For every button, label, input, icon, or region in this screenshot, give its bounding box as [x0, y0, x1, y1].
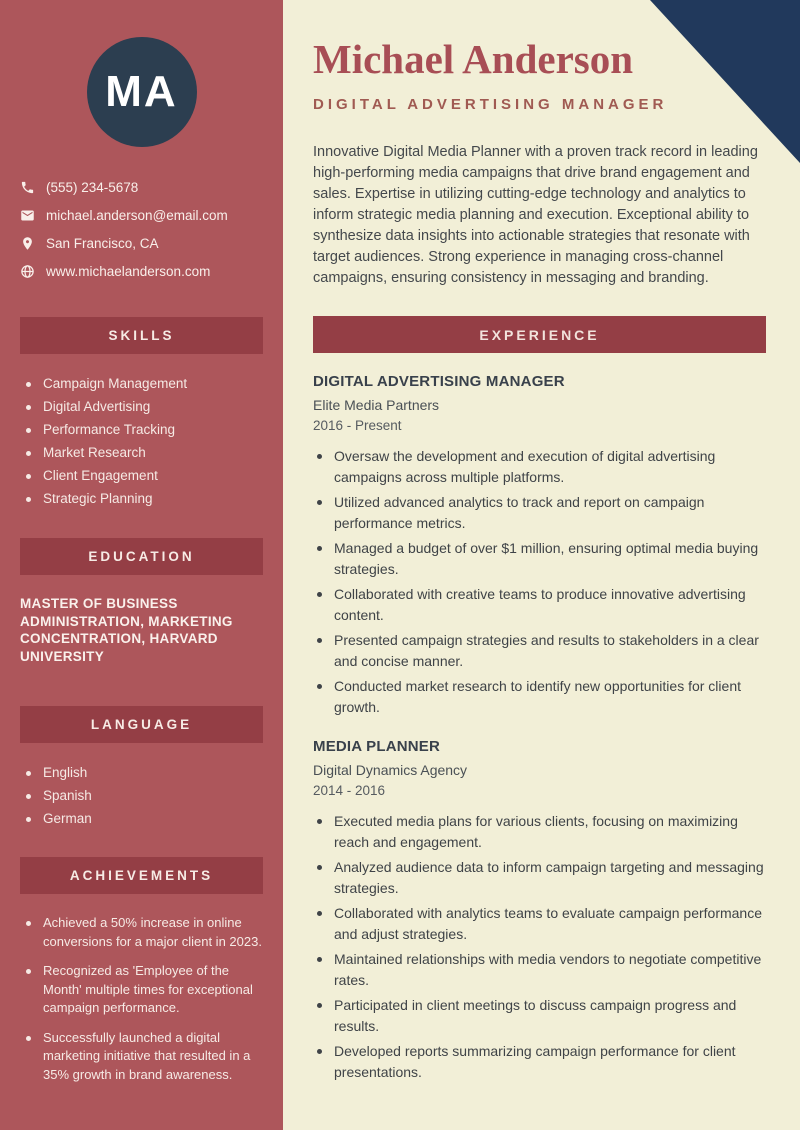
language-list	[20, 765, 263, 827]
contact-section	[0, 180, 283, 279]
achievement-item: Successfully launched a digital marketing initiative that resulted in a 35% growth in brand awareness.	[20, 1029, 263, 1085]
job-bullet: Conducted market research to identify new opportunities for client growth.	[313, 676, 766, 718]
language-item: German	[20, 811, 263, 827]
phone-icon	[20, 180, 35, 195]
achievement-item: Recognized as 'Employee of the Month' multiple times for exceptional campaign performance.	[20, 962, 263, 1018]
job-bullet: Managed a budget of over $1 million, ensuring optimal media buying strategies.	[313, 538, 766, 580]
contact-email: michael.anderson@email.com	[46, 208, 228, 223]
sidebar	[0, 0, 283, 1130]
job-entry	[313, 373, 766, 718]
skill-item: Campaign Management	[20, 376, 263, 392]
job-role: MEDIA PLANNER	[313, 738, 441, 755]
achievements-list	[20, 914, 263, 1084]
skills-title: SKILLS	[108, 328, 175, 343]
job-bullet: Executed media plans for various clients, focusing on maximizing reach and engagement.	[313, 811, 766, 853]
avatar	[87, 37, 197, 147]
education-title: EDUCATION	[88, 549, 195, 564]
contact-website: www.michaelanderson.com	[46, 264, 211, 279]
job-bullet: Developed reports summarizing campaign performance for client presentations.	[313, 1041, 766, 1083]
contact-location: San Francisco, CA	[46, 236, 159, 251]
location-pin-icon	[20, 236, 35, 251]
language-title: LANGUAGE	[90, 717, 193, 732]
job-bullet-list	[313, 811, 766, 1083]
job-dates: 2016 - Present	[313, 418, 402, 433]
experience-title: EXPERIENCE	[479, 326, 600, 343]
contact-location-row	[20, 236, 263, 251]
globe-icon	[20, 264, 35, 279]
achievements-section-header	[20, 857, 263, 894]
contact-email-row	[20, 208, 263, 223]
job-bullet-list	[313, 446, 766, 718]
job-role: DIGITAL ADVERTISING MANAGER	[313, 373, 565, 390]
job-bullet: Oversaw the development and execution of digital advertising campaigns across multiple platforms.	[313, 446, 766, 488]
achievement-item: Achieved a 50% increase in online conversions for a major client in 2023.	[20, 914, 263, 951]
skill-item: Client Engagement	[20, 468, 263, 484]
language-item: English	[20, 765, 263, 781]
contact-website-row	[20, 264, 263, 279]
person-job-title: DIGITAL ADVERTISING MANAGER	[313, 96, 668, 113]
email-icon	[20, 208, 35, 223]
job-bullet: Collaborated with analytics teams to evaluate campaign performance and adjust strategies.	[313, 903, 766, 945]
education-degree: MASTER OF BUSINESS ADMINISTRATION, MARKETING CONCENTRATION, HARVARD UNIVERSITY	[20, 596, 233, 664]
job-bullet: Presented campaign strategies and results to stakeholders in a clear and concise manner.	[313, 630, 766, 672]
profile-summary: Innovative Digital Media Planner with a proven track record in leading high-performing media campaigns that drive brand engagement and sales. Expertise in utilizing cutting-edge technology and analytics to inform strategic media planning and execution. Exceptional ability to synthesize data insights into actionable strategies that resonate with target audiences. Strong experience in managing cross-channel campaigns, ensuring consistency in messaging and branding.	[313, 144, 758, 286]
person-name: Michael Anderson	[313, 36, 634, 82]
job-company: Elite Media Partners	[313, 397, 440, 413]
contact-phone: (555) 234-5678	[46, 180, 139, 195]
language-section-header	[20, 706, 263, 743]
experience-section-header	[313, 316, 766, 353]
main-content	[283, 0, 800, 1130]
skill-item: Strategic Planning	[20, 491, 263, 507]
contact-phone-row	[20, 180, 263, 195]
skills-list	[20, 376, 263, 507]
skill-item: Performance Tracking	[20, 422, 263, 438]
job-bullet: Maintained relationships with media vendors to negotiate competitive rates.	[313, 949, 766, 991]
job-dates: 2014 - 2016	[313, 783, 386, 798]
job-company: Digital Dynamics Agency	[313, 762, 468, 778]
job-bullet: Participated in client meetings to discuss campaign progress and results.	[313, 995, 766, 1037]
language-item: Spanish	[20, 788, 263, 804]
skill-item: Digital Advertising	[20, 399, 263, 415]
achievements-title: ACHIEVEMENTS	[69, 868, 214, 883]
job-bullet: Analyzed audience data to inform campaign targeting and messaging strategies.	[313, 857, 766, 899]
avatar-initials: MA	[105, 67, 178, 116]
education-section-header	[20, 538, 263, 575]
job-entry	[313, 738, 766, 1083]
job-bullet: Utilized advanced analytics to track and report on campaign performance metrics.	[313, 492, 766, 534]
skill-item: Market Research	[20, 445, 263, 461]
job-bullet: Collaborated with creative teams to produce innovative advertising content.	[313, 584, 766, 626]
skills-section-header	[20, 317, 263, 354]
